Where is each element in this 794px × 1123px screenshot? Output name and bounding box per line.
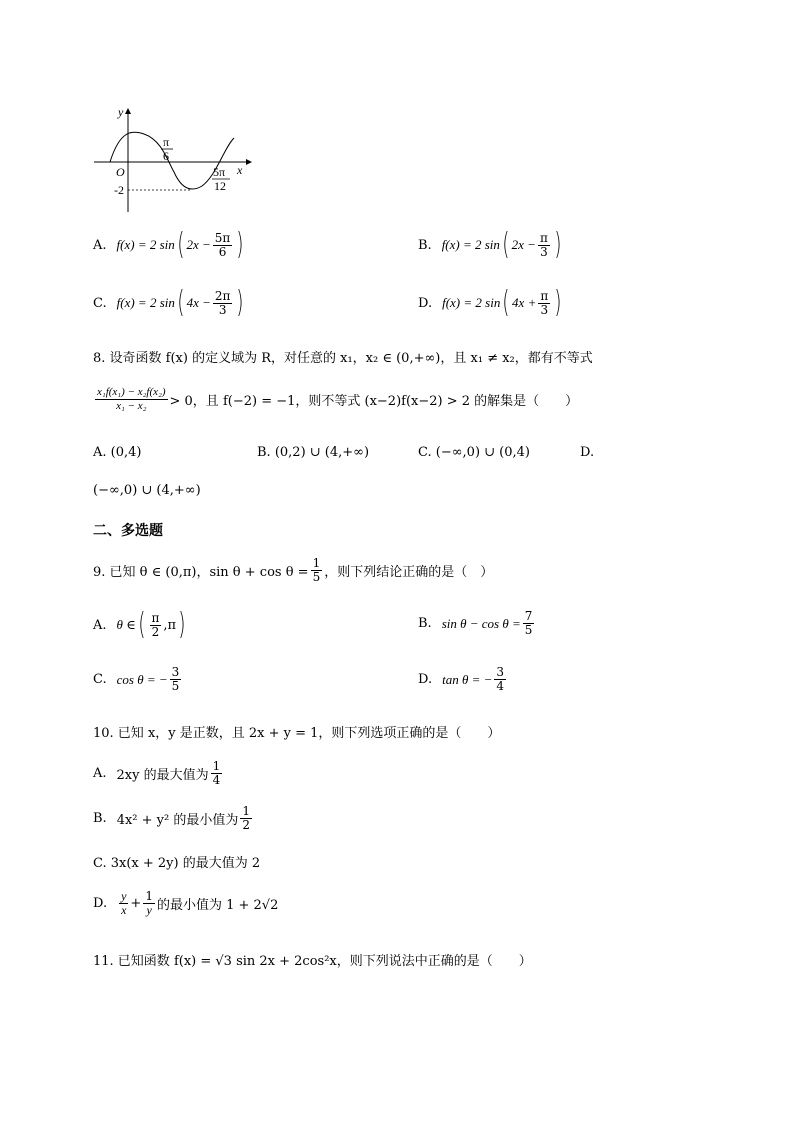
q10-option-b: B. 4x² + y² 的最小值为 $\frac{1}{2}$ <box>93 804 250 832</box>
q10-option-d: D. $\frac{y}{x}$ + $\frac{1}{y}$ 的最小值为 1 + 2√2 <box>93 889 279 917</box>
5pi12-num: 5π <box>213 165 226 179</box>
y-axis-arrow <box>125 108 131 114</box>
q11-stem: 11. 已知函数 f(x) = √3 sin 2x + 2cos²x，则下列说法中正确的是（ ） <box>93 954 532 969</box>
q9-option-c: C. cos θ = − $\frac{3}{5}$ <box>93 665 180 693</box>
5pi12-den: 12 <box>214 179 226 193</box>
ymin-label: -2 <box>114 183 124 197</box>
q10-option-c: C. 3x(x + 2y) 的最大值为 2 <box>93 856 261 871</box>
q7-option-a: A. f(x) = 2 sin ( 2x − $\frac{5\pi}{6}$ ) <box>93 227 244 262</box>
section-multi-choice-title: 二、多选题 <box>93 523 163 539</box>
q7-option-c: C. f(x) = 2 sin ( 4x − $\frac{2\pi}{3}$ ) <box>93 285 244 320</box>
pi6-num: π <box>163 135 170 149</box>
q8-option-d-cont: (−∞,0) ∪ (4,+∞) <box>93 483 201 498</box>
q9-option-d: D. tan θ = − $\frac{3}{4}$ <box>418 665 505 693</box>
y-axis-label: y <box>118 105 124 119</box>
q9-option-a: A. θ ∈ ( $\frac{\pi}{2}$ ,π ) <box>93 607 186 642</box>
q8-option-a: A. (0,4) <box>93 445 142 460</box>
q9-stem: 9. 已知 θ ∈ (0,π)，sin θ + cos θ = $\frac{1}{5}$ ，则下列结论正确的是（ ） <box>93 556 494 584</box>
q8-stem-line1: 8. 设奇函数 f(x) 的定义域为 R，对任意的 x₁，x₂ ∈ (0,+∞)，且 x₁ ≠ x₂，都有不等式 <box>93 351 593 366</box>
q10-option-a: A. 2xy 的最大值为 $\frac{1}{4}$ <box>93 759 221 787</box>
q8-option-c: C. (−∞,0) ∪ (0,4) <box>418 445 530 460</box>
x-axis-arrow <box>246 159 252 165</box>
pi6-den: 6 <box>163 149 169 163</box>
x-axis-label: x <box>237 163 243 177</box>
q8-stem-line2: $\frac{\text{x₁f(x₁) − x₂f(x₂)}}{\text{x₁ − x₂}}$ > 0，且 f(−2) = −1，则不等式 (x−2)f(x−2) > 2 的解集是（ ） <box>97 386 579 412</box>
q8-option-b: B. (0,2) ∪ (4,+∞) <box>257 445 370 460</box>
sine-graph-figure <box>88 100 258 220</box>
q9-option-b: B. sin θ − cos θ = $\frac{7}{5}$ <box>418 609 533 637</box>
q7-option-b: B. f(x) = 2 sin ( 2x − $\frac{\pi}{3}$ ) <box>418 227 562 262</box>
q10-stem: 10. 已知 x，y 是正数，且 2x + y = 1，则下列选项正确的是（ ） <box>93 726 501 741</box>
q8-option-d: D. <box>580 445 595 460</box>
origin-label: O <box>116 165 125 179</box>
q7-option-d: D. f(x) = 2 sin ( 4x + $\frac{\pi}{3}$ ) <box>418 285 562 320</box>
